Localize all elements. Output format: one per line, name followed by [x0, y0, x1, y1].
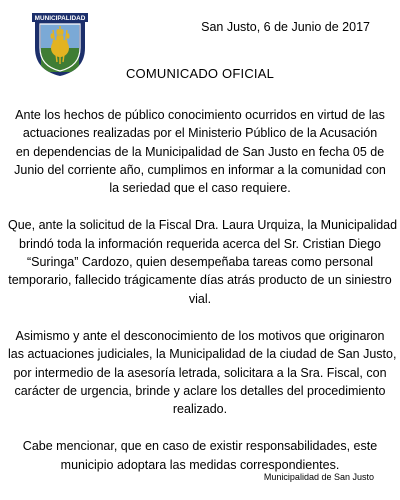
text-line: carácter de urgencia, brinde y aclare los detalles del procedimiento — [14, 383, 386, 398]
text-line: Cabe mencionar, que en caso de existir responsabilidades, este — [22, 439, 378, 454]
text-line: brindó toda la información requerida acerca del Sr. Cristian Diego — [19, 236, 381, 251]
text-line: actuaciones realizadas por el Ministerio Público de la Acusación — [22, 126, 378, 141]
paragraph — [8, 106, 392, 197]
text-line: Junio del corriente año, cumplimos en informar a la comunidad con — [14, 162, 386, 177]
text-line: temporario, fallecido trágicamente días atrás producto de un siniestro — [8, 273, 392, 288]
document-body — [8, 106, 398, 493]
text-line: Asimismo y ante el desconocimiento de los motivos que originaron — [15, 328, 385, 343]
text-line: “Suringa” Cardozo, quien desempeñaba tareas como personal — [26, 255, 374, 270]
text-line: municipio adoptara las medidas correspondientes. — [60, 457, 340, 472]
paragraph — [8, 216, 398, 307]
seal-banner-text: MUNICIPALIDAD — [34, 15, 86, 22]
text-line: en dependencias de la Municipalidad de San Justo en fecha 05 de — [15, 144, 385, 159]
paragraph — [8, 437, 392, 474]
text-line: vial. — [188, 291, 212, 306]
signature: Municipalidad de San Justo — [263, 472, 374, 482]
text-line: Ante los hechos de público conocimiento ocurridos en virtud de las — [15, 108, 385, 122]
text-line: por intermedio de la asesoría letrada, solicitara a la Sra. Fiscal, con — [13, 365, 387, 380]
text-line: la seriedad que el caso requiere. — [109, 181, 291, 196]
paragraph — [8, 327, 397, 418]
text-line: realizado. — [172, 402, 228, 417]
date-line: San Justo, 6 de Junio de 2017 — [201, 20, 370, 34]
document-title: COMUNICADO OFICIAL — [125, 66, 275, 81]
text-line: Que, ante la solicitud de la Fiscal Dra. Laura Urquiza, la Municipalidad — [8, 218, 398, 233]
text-line: las actuaciones judiciales, la Municipalidad de la ciudad de San Justo, — [8, 347, 397, 362]
